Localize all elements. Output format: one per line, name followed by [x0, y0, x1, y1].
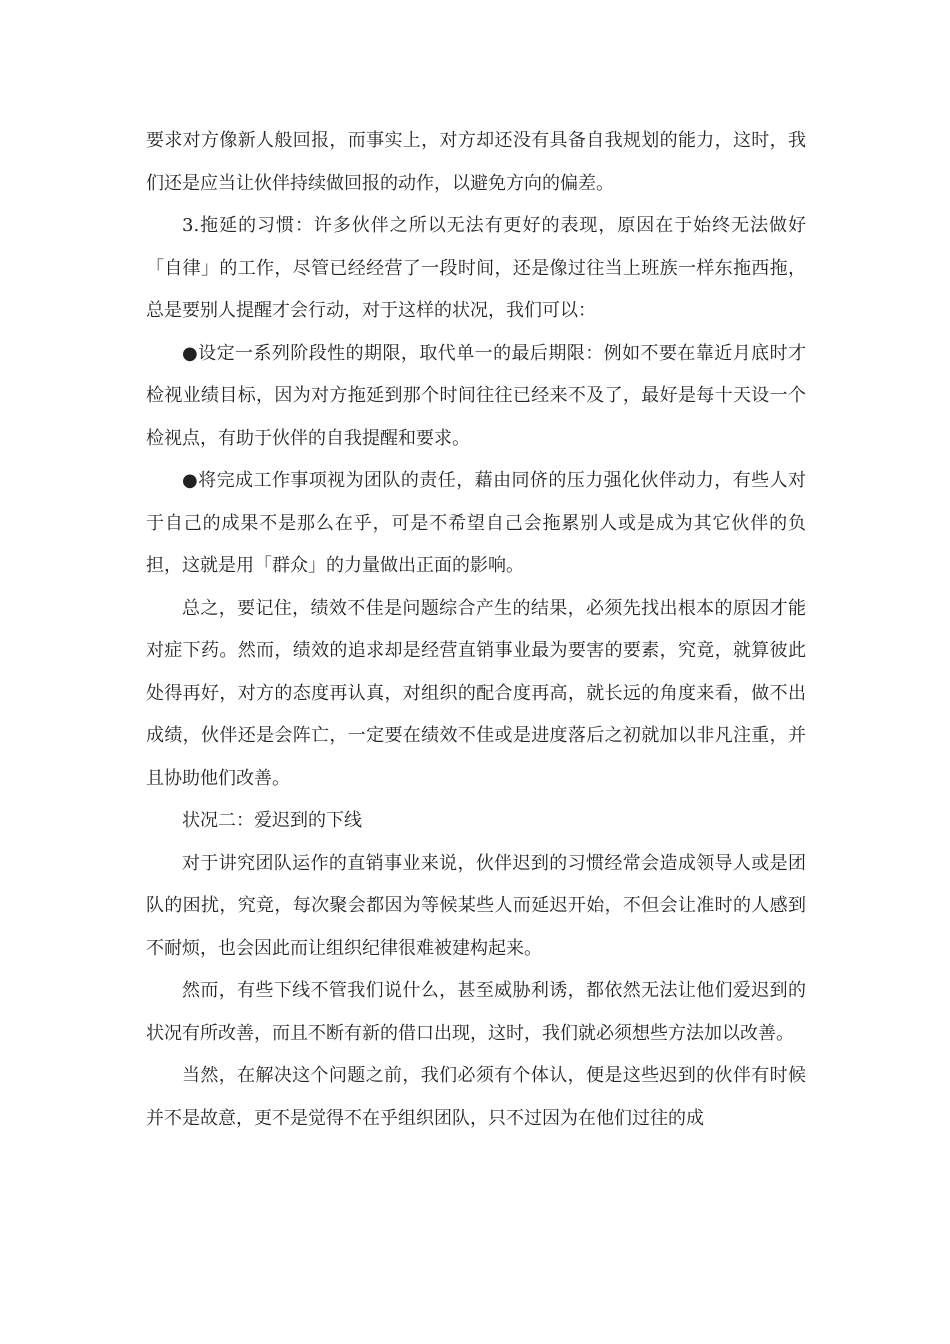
paragraph-bullet-staged-deadlines: ●设定一系列阶段性的期限，取代单一的最后期限：例如不要在靠近月底时才检视业绩目标，因为对方拖延到那个时间往往已经来不及了，最好是每十天设一个检视点，有助于伙伴的自我提醒和要求。	[146, 342, 806, 449]
paragraph-understanding: 当然，在解决这个问题之前，我们必须有个体认，便是这些迟到的伙伴有时候并不是故意，更不是觉得不在乎组织团队，只不过因为在他们过往的成	[146, 1065, 806, 1129]
paragraph-summary: 总之，要记住，绩效不佳是问题综合产生的结果，必须先找出根本的原因才能对症下药。然而，绩效的追求却是经营直销事业最为要害的要素，究竟，就算彼此处得再好，对方的态度再认真，对组织的配合度再高，就长远的角度来看，做不出成绩，伙伴还是会阵亡，一定要在绩效不佳或是进度落后之初就加以非凡注重，并且协助他们改善。	[146, 597, 806, 789]
section-heading-late-downline: 状况二：爱迟到的下线	[182, 810, 362, 831]
paragraph-continued-reporting: 要求对方像新人般回报，而事实上，对方却还没有具备自我规划的能力，这时，我们还是应当让伙伴持续做回报的动作，以避免方向的偏差。	[146, 130, 806, 194]
paragraph-lateness-problem: 对于讲究团队运作的直销事业来说，伙伴迟到的习惯经常会造成领导人或是团队的困扰，究竟，每次聚会都因为等候某些人而延迟开始，不但会让准时的人感到不耐烦，也会因此而让组织纪律很难被建构起来。	[146, 852, 806, 959]
paragraph-procrastination-habit: 3.拖延的习惯：许多伙伴之所以无法有更好的表现，原因在于始终无法做好「自律」的工作，尽管已经经营了一段时间，还是像过往当上班族一样东拖西拖，总是要别人提醒才会行动，对于这样的状况，我们可以：	[146, 215, 806, 321]
paragraph-bullet-team-responsibility: ●将完成工作事项视为团队的责任，藉由同侪的压力强化伙伴动力，有些人对于自己的成果不是那么在乎，可是不希望自己会拖累别人或是成为其它伙伴的负担，这就是用「群众」的力量做出正面的影响。	[146, 470, 806, 576]
document-body	[146, 120, 806, 1140]
paragraph-excuses: 然而，有些下线不管我们说什么，甚至威胁利诱，都依然无法让他们爱迟到的状况有所改善，而且不断有新的借口出现，这时，我们就必须想些方法加以改善。	[146, 980, 806, 1044]
